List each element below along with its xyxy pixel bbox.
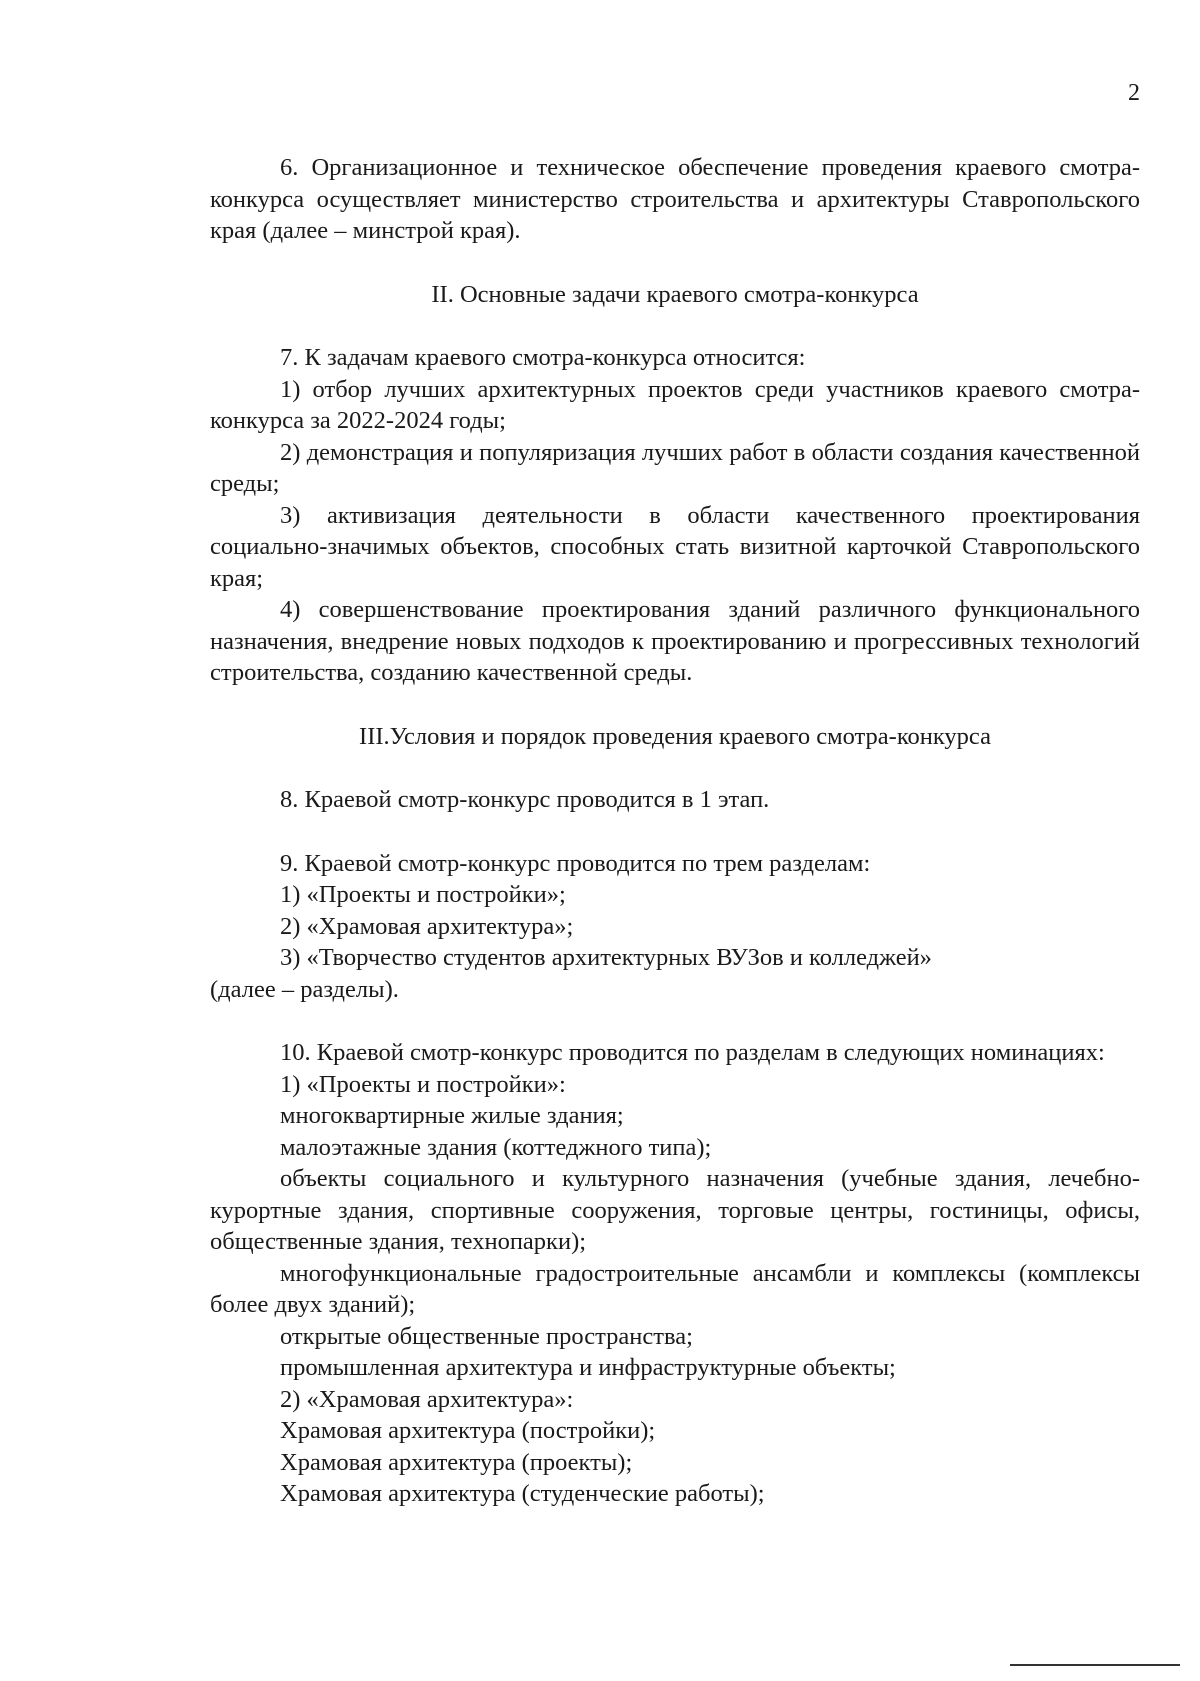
- section-heading-3: III.Условия и порядок проведения краевого смотра-конкурса: [359, 722, 991, 750]
- paragraph-10-intro: 10. Краевой смотр-конкурс проводится по разделам в следующих номинациях:: [280, 1039, 1105, 1066]
- paragraph-9-item-2: 2) «Храмовая архитектура»;: [280, 912, 574, 940]
- paragraph-8: 8. Краевой смотр-конкурс проводится в 1 этап.: [280, 786, 770, 813]
- paragraph-9-item-3: 3) «Творчество студентов архитектурных ВУЗов и колледжей»: [280, 944, 932, 971]
- nomination-item: Храмовая архитектура (проекты);: [280, 1448, 633, 1476]
- nomination-item: многофункциональные градостроительные ансамбли и комплексы (комплексы более двух зданий);: [210, 1259, 1140, 1318]
- paragraph-10-section-1: 1) «Проекты и постройки»:: [280, 1070, 566, 1098]
- document-body: [210, 152, 1140, 1510]
- paragraph-7-item-2: 2) демонстрация и популяризация лучших работ в области создания качественной среды;: [210, 438, 1140, 497]
- page-number: 2: [1128, 80, 1140, 106]
- paragraph-9-tail: (далее – разделы).: [210, 975, 399, 1003]
- paragraph-9-item-1: 1) «Проекты и постройки»;: [280, 881, 566, 908]
- paragraph-7-item-4: 4) совершенствование проектирования зданий различного функционального назначения, внедрение новых подходов к проектированию и прогрессивных технологий строительства, созданию качественной среды.: [210, 596, 1140, 686]
- paragraph-7-item-1: 1) отбор лучших архитектурных проектов среди участников краевого смотра-конкурса за 2022-2024 годы;: [210, 375, 1140, 434]
- footer-divider: [1010, 1664, 1180, 1666]
- paragraph-9-intro: 9. Краевой смотр-конкурс проводится по трем разделам:: [280, 849, 871, 877]
- nomination-item: открытые общественные пространства;: [280, 1322, 693, 1350]
- nomination-item: малоэтажные здания (коттеджного типа);: [280, 1133, 712, 1161]
- paragraph-6: 6. Организационное и техническое обеспечение проведения краевого смотра-конкурса осуществляет министерство строительства и архитектуры Ставропольского края (далее – минстрой края).: [210, 154, 1140, 244]
- nomination-item: Храмовая архитектура (постройки);: [280, 1417, 656, 1444]
- nomination-item: промышленная архитектура и инфраструктурные объекты;: [280, 1354, 896, 1381]
- nomination-item: объекты социального и культурного назначения (учебные здания, лечебно-курортные здания, спортивные сооружения, торговые центры, гостиницы, офисы, общественные здания, технопарки);: [210, 1165, 1140, 1255]
- paragraph-7-intro: 7. К задачам краевого смотра-конкурса относится:: [280, 344, 806, 371]
- paragraph-10-section-2: 2) «Храмовая архитектура»:: [280, 1385, 574, 1413]
- paragraph-7-item-3: 3) активизация деятельности в области качественного проектирования социально-значимых объектов, способных стать визитной карточкой Ставропольского края;: [210, 501, 1140, 592]
- nomination-item: многоквартирные жилые здания;: [280, 1102, 624, 1129]
- nomination-item: Храмовая архитектура (студенческие работы);: [280, 1480, 765, 1507]
- section-heading-2: II. Основные задачи краевого смотра-конкурса: [431, 280, 919, 308]
